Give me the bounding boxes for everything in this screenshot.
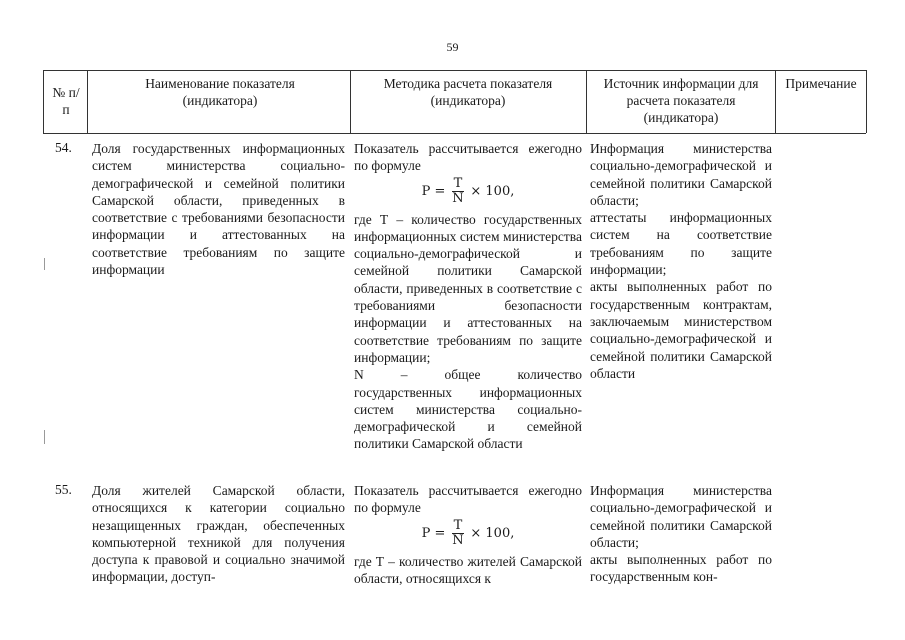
header-source: Источник информации для расчета показателя (индикатора) (603, 76, 759, 125)
calculation-method (354, 140, 582, 453)
column-divider-3 (586, 70, 587, 133)
column-divider-1 (87, 70, 88, 133)
source-item: аттестаты информационных систем на соответствие требованиям по защите информации; (590, 210, 772, 278)
formula-numerator: T (453, 517, 463, 533)
formula-right: × 100, (470, 525, 515, 541)
row-number: 54. (55, 140, 72, 155)
column-divider-4 (775, 70, 776, 133)
column-divider-2 (350, 70, 351, 133)
table-right-border (866, 70, 867, 133)
page-number: 59 (446, 40, 459, 54)
row-number: 55. (55, 482, 72, 497)
header-name: Наименование показателя (индикатора) (145, 76, 295, 108)
calculation-method (354, 482, 582, 587)
header-num: № п/п (52, 85, 80, 117)
indicator-name: Доля жителей Самарской области, относящихся к категории социально незащищенных граждан, обеспеченных компьютерной техникой для получения доступа к правовой и социально значимой информации, доступ- (92, 483, 345, 585)
indicator-name: Доля государственных информационных систем министерства социально-демографической и семейной политики Самарской области, приведенных в соответствие с требованиями безопасности информации и аттестованных на соответствие требованиям по защите информации (92, 141, 345, 278)
method-t-definition: где Т – количество жителей Самарской области, относящихся к (354, 553, 582, 586)
source-item: акты выполненных работ по государственным контрактам, заключаемым министерством социально-демографической и семейной политики Самарской области (590, 279, 772, 381)
method-intro: Показатель рассчитывается ежегодно по формуле (354, 483, 582, 516)
formula (354, 519, 582, 551)
header-method: Методика расчета показателя (индикатора) (383, 76, 553, 108)
formula-right: × 100, (470, 183, 515, 199)
scan-mark (44, 258, 45, 270)
method-n-definition: N – общее количество государственных информационных систем министерства социально-демографической и семейной политики Самарской области (354, 367, 582, 452)
method-intro: Показатель рассчитывается ежегодно по формуле (354, 141, 582, 174)
table-top-border (43, 70, 866, 71)
formula-left: P = (421, 525, 446, 541)
formula-left: P = (421, 183, 446, 199)
table-left-border (43, 70, 44, 133)
source-item: Информация министерства социально-демографической и семейной политики Самарской области; (590, 483, 772, 550)
information-source (590, 140, 772, 382)
formula-numerator: T (453, 175, 463, 191)
formula-denominator: N (452, 190, 464, 206)
source-item: Информация министерства социально-демографической и семейной политики Самарской области; (590, 141, 772, 208)
formula-denominator: N (452, 532, 464, 548)
formula (354, 177, 582, 209)
formula-fraction (452, 519, 465, 548)
header-bottom-border (43, 133, 866, 134)
header-note: Примечание (785, 76, 857, 91)
method-t-definition: где Т – количество государственных информационных систем министерства социально-демографической и семейной политики Самарской области, приведенных в соответствие с требованиями безопасности информации и аттестованных на соответствие требованиям по защите информации; (354, 211, 582, 365)
formula-fraction (452, 177, 465, 206)
source-item: акты выполненных работ по государственным кон- (590, 552, 772, 585)
scan-mark (44, 430, 45, 444)
information-source (590, 482, 772, 586)
